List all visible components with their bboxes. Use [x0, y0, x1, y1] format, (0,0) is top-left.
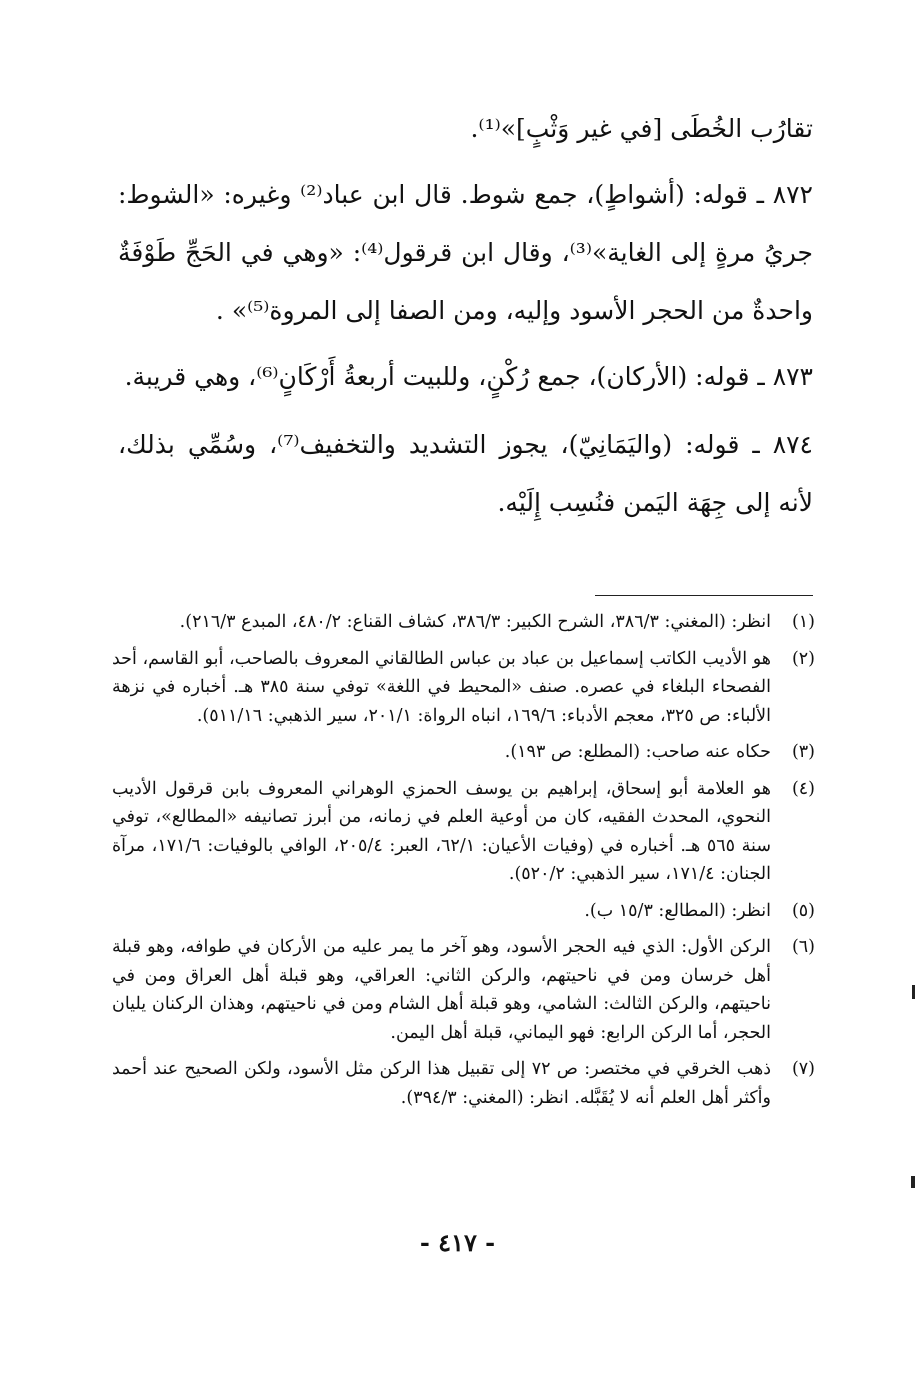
paragraph-873: ٨٧٣ ـ قوله: (الأركان)، جمع رُكْنٍ، وللبيت أربعةُ أَرْكَانٍ⁽⁶⁾، وهي قريبة.	[124, 362, 813, 391]
paragraph-874: ٨٧٤ ـ قوله: (واليَمَانِيّ)، يجوز التشديد والتخفيف⁽⁷⁾، وسُمِّي بذلك، لأنه إلى جِهَة اليَمن فنُسِب إِلَيْه.	[118, 430, 813, 517]
footnote-number: (٥)	[791, 900, 815, 921]
footnote-number: (٦)	[791, 937, 815, 957]
footnote-number: (١)	[791, 612, 815, 632]
footnote-3	[112, 738, 815, 767]
footnote-number: (٢)	[791, 648, 815, 669]
main-text-body	[118, 100, 813, 540]
paragraph-872: ٨٧٢ ـ قوله: (أشواطٍ)، جمع شوط. قال ابن عباد⁽²⁾ وغيره: «الشوط: جريُ مرةٍ إلى الغاية»⁽³⁾، وقال ابن قرقول⁽⁴⁾: «وهي في الحَجِّ طَوْفَةٌ واحدةٌ من الحجر الأسود وإليه، ومن الصفا إلى المروة⁽⁵⁾» .	[118, 180, 813, 325]
page-number: - ٤١٧ -	[419, 1228, 496, 1257]
footnote-separator	[595, 595, 813, 596]
footnote-text: هو الأديب الكاتب إسماعيل بن عباد بن عباس الطالقاني المعروف بالصاحب، أبو القاسم، أحد الفصحاء البلغاء في عصره. صنف «المحيط في اللغة» توفي سنة ٣٨٥ هـ. أخباره في نزهة الألباء: ص ٣٢٥، معجم الأدباء: ١٦٩/٦، انباه الرواة: ٢٠١/١، سير الذهبي: ٥١١/١٦).	[112, 648, 772, 726]
footnote-4	[112, 775, 815, 889]
footnote-text: حكاه عنه صاحب: (المطلع: ص ١٩٣).	[504, 742, 771, 762]
footnote-text: هو العلامة أبو إسحاق، إبراهيم بن يوسف الحمزي الوهراني المعروف بابن قرقول الأديب النحوي، المحدث الفقيه، كان من أوعية العلم في زمانه، من أبرز تصانيفه «المطالع»، توفي سنة ٥٦٥ هـ. أخباره في (وفيات الأعيان: ٦٢/١، العبر: ٢٠٥/٤، الوافي بالوفيات: ١٧١/٦، مرآة الجنان: ١٧١/٤، سير الذهبي: ٥٢٠/٢).	[112, 778, 771, 884]
footnote-number: (٣)	[791, 742, 815, 762]
footnote-number: (٧)	[791, 1059, 815, 1079]
footnote-text: انظر: (المطالع: ١٥/٣ ب).	[584, 900, 771, 921]
footnote-5	[112, 897, 815, 926]
footnote-2	[112, 645, 815, 731]
footnote-text: انظر: (المغني: ٣٨٦/٣، الشرح الكبير: ٣٨٦/٣، كشاف القناع: ٤٨٠/٢، المبدع ٢١٦/٣).	[179, 612, 771, 632]
footnote-text: ذهب الخرقي في مختصر: ص ٧٢ إلى تقبيل هذا الركن مثل الأسود، ولكن الصحيح عند أحمد وأكثر أهل العلم أنه لا يُقَبَّله. انظر: (المغني: ٣٩٤/٣).	[112, 1059, 772, 1108]
scan-edge-mark	[911, 1176, 915, 1188]
footnote-6	[112, 933, 815, 1047]
footnote-7	[112, 1055, 815, 1112]
main-line-1: تقارُب الخُطَى [في غير وَثْبٍ]»⁽¹⁾.	[470, 114, 813, 143]
footnote-number: (٤)	[791, 778, 815, 799]
footnote-text: الركن الأول: الذي فيه الحجر الأسود، وهو آخر ما يمر عليه من الأركان في طوافه، وهو قبلة أهل خرسان ومن في ناحيتهم، والركن الثاني: العراقي، وهو قبلة أهل العراق ومن في ناحيتهم، والركن الثالث: الشامي، وهو قبلة أهل الشام ومن في ناحيتهم، وهذان الركنان يليان الحجر، أما الركن الرابع: فهو اليماني، قبلة أهل اليمن.	[112, 937, 771, 1043]
footnotes	[112, 608, 815, 1120]
footnote-1	[112, 608, 815, 637]
